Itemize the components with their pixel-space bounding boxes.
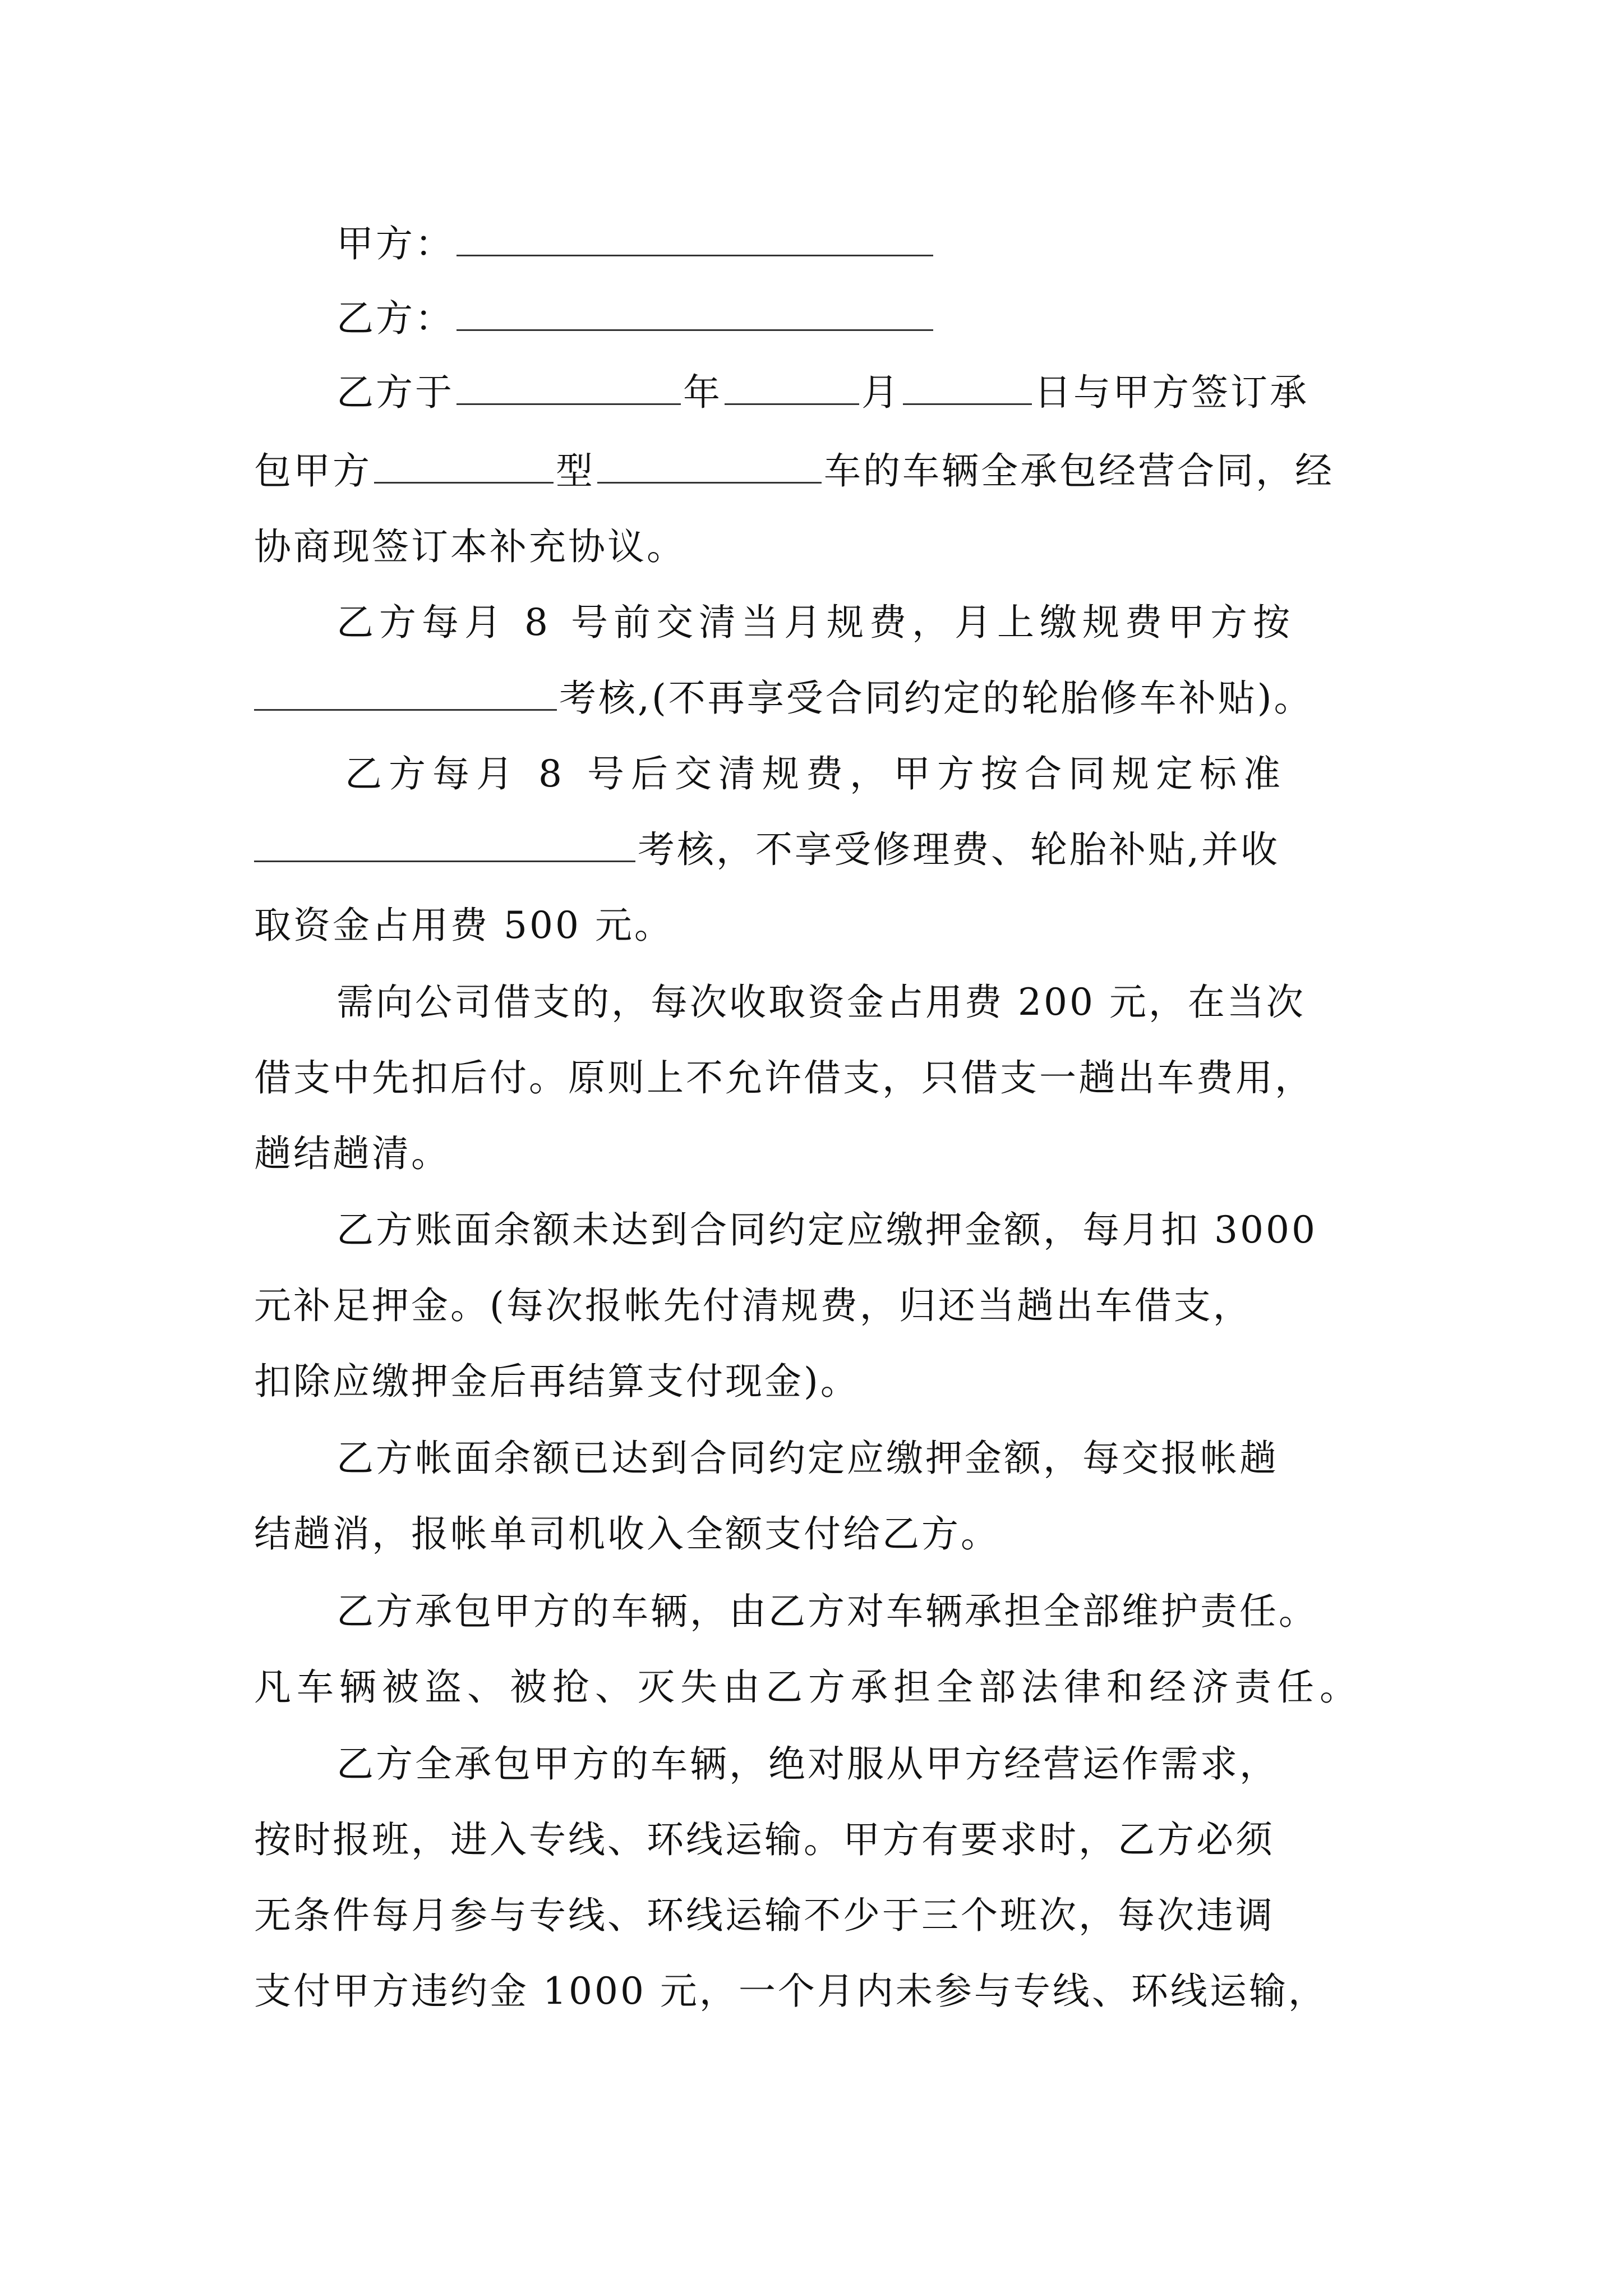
p3-line-2 [254, 822, 1454, 878]
p1-text-c: 月 [861, 371, 901, 414]
party-b-label: 乙方： [336, 297, 454, 340]
p1-text-d: 日与甲方签订承 [1034, 371, 1309, 414]
p3-line-3: 取资金占用费 500 元。 [254, 904, 674, 947]
p1-text-b: 年 [683, 371, 722, 414]
p6-line-2: 结趟消，报帐单司机收入全额支付给乙方。 [254, 1512, 1000, 1556]
p1-line-2 [254, 443, 1454, 499]
p8-line-1: 乙方全承包甲方的车辆，绝对服从甲方经营运作需求， [336, 1742, 1279, 1786]
p2-line-1: 乙方每月 8 号前交清当月规费，月上缴规费甲方按 [336, 601, 1295, 644]
p5-line-3: 扣除应缴押金后再结算支付现金)。 [254, 1360, 860, 1403]
p1-text-g: 车的车辆全承包经营合同，经 [824, 449, 1334, 493]
p2-line-2 [254, 670, 1454, 726]
blank-year [457, 370, 681, 405]
p4-line-1: 需向公司借支的，每次收取资金占用费 200 元，在当次 [336, 981, 1306, 1024]
p1-text-e: 包甲方 [254, 449, 372, 493]
p4-line-2: 借支中先扣后付。原则上不允许借支，只借支一趟出车费用， [254, 1056, 1314, 1099]
p8-line-4: 支付甲方违约金 1000 元，一个月内未参与专线、环线运输， [254, 1970, 1327, 2013]
party-b-blank [457, 296, 933, 331]
p3-line-1: 乙方每月 8 号后交清规费，甲方按合同规定标准 [345, 752, 1287, 795]
p1-text-a: 乙方于 [336, 371, 454, 414]
p8-line-3: 无条件每月参与专线、环线运输不少于三个班次，每次违调 [254, 1894, 1275, 1937]
p5-line-2: 元补足押金。(每次报帐先付清规费，归还当趟出车借支， [254, 1284, 1252, 1327]
p1-line-1 [336, 365, 1454, 421]
p7-line-1: 乙方承包甲方的车辆，由乙方对车辆承担全部维护责任。 [336, 1590, 1318, 1633]
p1-text-f: 型 [556, 449, 595, 493]
p6-line-1: 乙方帐面余额已达到合同约定应缴押金额，每交报帐趟 [336, 1437, 1279, 1480]
blank-model [374, 448, 554, 484]
party-a-label: 甲方： [336, 222, 454, 265]
party-a-line [336, 216, 1454, 272]
p2-text: 考核,(不再享受合同约定的轮胎修车补贴)。 [559, 677, 1313, 720]
p5-line-1: 乙方账面余额未达到合同约定应缴押金额，每月扣 3000 [336, 1208, 1317, 1251]
p7-line-2: 凡车辆被盗、被抢、灭失由乙方承担全部法律和经济责任。 [254, 1665, 1362, 1709]
p4-line-3: 趟结趟清。 [254, 1132, 450, 1175]
blank-month [725, 370, 859, 405]
blank-p3-standard [254, 827, 635, 862]
party-b-line [336, 291, 1454, 347]
party-a-blank [457, 221, 933, 256]
p3-text: 考核，不享受修理费、轮胎补贴,并收 [638, 828, 1280, 871]
blank-vehicle [597, 448, 822, 484]
p1-line-3: 协商现签订本补充协议。 [254, 525, 686, 568]
blank-day [903, 370, 1032, 405]
p8-line-2: 按时报班，进入专线、环线运输。甲方有要求时，乙方必须 [254, 1818, 1275, 1861]
blank-p2-standard [254, 675, 557, 711]
